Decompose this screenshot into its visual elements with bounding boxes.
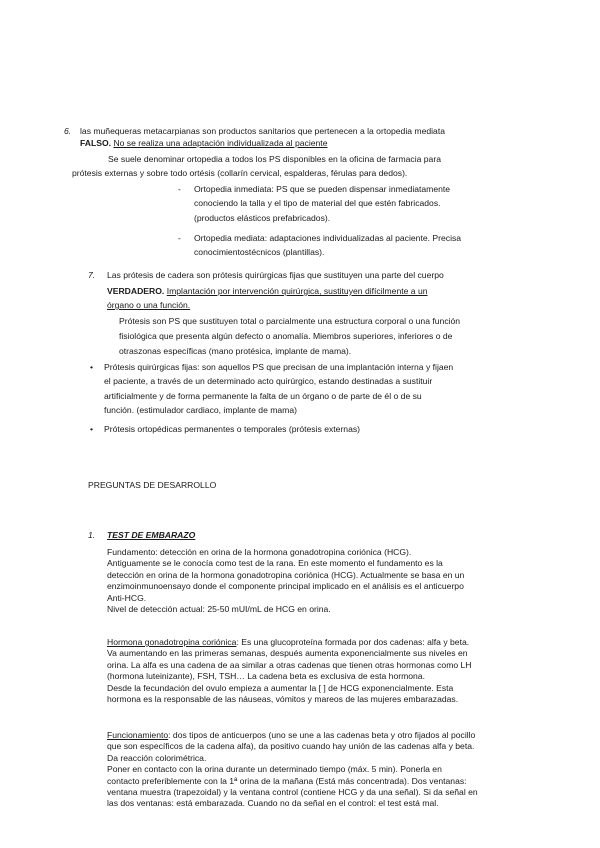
dev1-p1-line: Antiguamente se le conocía como test de la rana. En este momento el fundamento es la [107, 558, 443, 569]
dev1-p2-line: Desde la fecundación del ovulo empieza a aumentar la [ ] de HCG exponencialmente. Esta [107, 682, 454, 693]
dev1-p3-line: Poner en contacto con la orina durante un determinado tiempo (máx. 5 min). Ponerla en [107, 764, 442, 775]
dev1-p1-line: Nivel de detección actual: 25-50 mUI/mL de HCG en orina. [107, 604, 331, 615]
dev1-hormone-first-line: Hormona gonadotropina coriónica: Es una glucoproteína formada por dos cadenas: alfa y beta. [107, 637, 470, 647]
dev1-p2-line: orina. La alfa es una cadena de aa similar a otras cadenas que tienen otras hormonas como LH [107, 659, 472, 670]
dev1-number: 1. [88, 530, 96, 540]
dev1-fundamento-paragraph [107, 547, 537, 615]
dev1-p1-line: Anti-HCG. [107, 592, 147, 603]
dev1-p3-line: Da reacción colorimétrica. [107, 752, 207, 763]
dev1-p3-line: contacto preferiblemente con la 1ª orina de la mañana (Está más concentrada). Dos ventanas: [107, 775, 467, 786]
q6-explanation-line2: prótesis externas y sobre todo ortésis (collarín cervical, espalderas, férulas para dedos). [72, 168, 408, 178]
dev1-p1-line: detección en orina de la hormona gonadotropina coriónica (HCG). Actualmente se basa en un [107, 569, 465, 580]
q7-verdict-line [107, 286, 428, 297]
dev1-p3-line: que son específicos de la cadena alfa), da positivo cuando hay unión de las cadenas alfa y beta. [107, 741, 475, 752]
q6-verdict: FALSO. [80, 138, 112, 148]
q6-verdict-note: No se realiza una adaptación individualizada al paciente [113, 138, 328, 148]
dev1-p2-line: Va aumentando en las primeras semanas, después aumenta exponencialmente sus niveles en [107, 648, 468, 659]
q7-verdict: VERDADERO. [107, 286, 165, 296]
dev1-func-label: Funcionamiento [107, 730, 169, 740]
q7-statement: Las prótesis de cadera son prótesis quirúrgicas fijas que sustituyen una parte del cuerpo [107, 270, 444, 280]
dev1-hormone-label: Hormona gonadotropina coriónica [107, 637, 237, 647]
q7-verdict-note-line2: órgano o una función. [107, 300, 191, 310]
q6-dash-item-mediate: - Ortopedia mediata: adaptaciones individualizadas al paciente. Precisa conocimientostécnicos (plantillas). [194, 233, 534, 259]
q6-explanation-line1: Se suele denominar ortopedia a todos los PS disponibles en la oficina de farmacia para [108, 154, 441, 164]
q7-definition-line1: Prótesis son PS que sustituyen total o parcialmente una estructura corporal o una función [119, 316, 461, 326]
dev1-p2-line: (hormona luteinizante), FSH, TSH… La cadena beta es exclusiva de esta hormona. [107, 671, 425, 682]
q7-definition-line3: otraszonas específicas (mano protésica, implante de mama). [119, 346, 352, 356]
dev1-funcionamiento-paragraph [107, 730, 537, 810]
dev1-p3-line: ventana muestra (trapezoidal) y la ventana control (contiene HCG y da una señal). Si da señal en [107, 787, 478, 798]
section-title: PREGUNTAS DE DESARROLLO [88, 480, 217, 490]
dev1-func-first-line: Funcionamiento: dos tipos de anticuerpos (uno se une a las cadenas beta y otro fijados al pocillo [107, 730, 476, 740]
q7-number: 7. [88, 270, 96, 280]
dev1-p3-line: las dos ventanas: está embarazada. Cuando no da señal en el control: el test está mal. [107, 798, 439, 809]
q6-dash-item-immediate: - Ortopedia inmediata: PS que se pueden dispensar inmediatamente conociendo la talla y el tipo de material del que estén fabricados. (productos elásticos prefabricados). [194, 184, 534, 224]
dev1-title: TEST DE EMBARAZO [107, 530, 196, 540]
dev1-hormone-paragraph [107, 637, 537, 705]
q7-bullet-orthopedic-prosthesis: • Prótesis ortopédicas permanentes o temporales (prótesis externas) [104, 424, 524, 435]
dev1-p1-line: Fundamento: detección en orina de la hormona gonadotropina coriónica (HCG). [107, 547, 412, 557]
q6-statement: las muñequeras metacarpianas son productos sanitarios que pertenecen a la ortopedia mediata [80, 126, 445, 136]
q6-number: 6. [64, 126, 72, 136]
dev1-p1-line: enzimoinmunoensayo donde el componente principal implicado en el análisis es el anticuerpo [107, 581, 464, 592]
dev1-p2-line: hormona es la responsable de las náuseas, vómitos y mareos de las mujeres embarazadas. [107, 694, 459, 705]
q7-definition-line2: fisiológica que presenta algún defecto o anomalía. Miembros superiores, inferiores o de [119, 331, 453, 341]
q6-verdict-line [80, 138, 327, 149]
q7-verdict-note: Implantación por intervención quirúrgica, sustituyen difícilmente a un [166, 286, 428, 296]
q7-bullet-fixed-prosthesis: • Prótesis quirúrgicas fijas: son aquellos PS que precisan de una implantación interna y fijaen el paciente, a través de un determinado acto quirúrgico, estando destinadas a sustituir artificialmente y de forma permanente la falta de un órgano o de parte de él o de su función. (estimulador cardiaco, implante de mama) [104, 362, 524, 417]
